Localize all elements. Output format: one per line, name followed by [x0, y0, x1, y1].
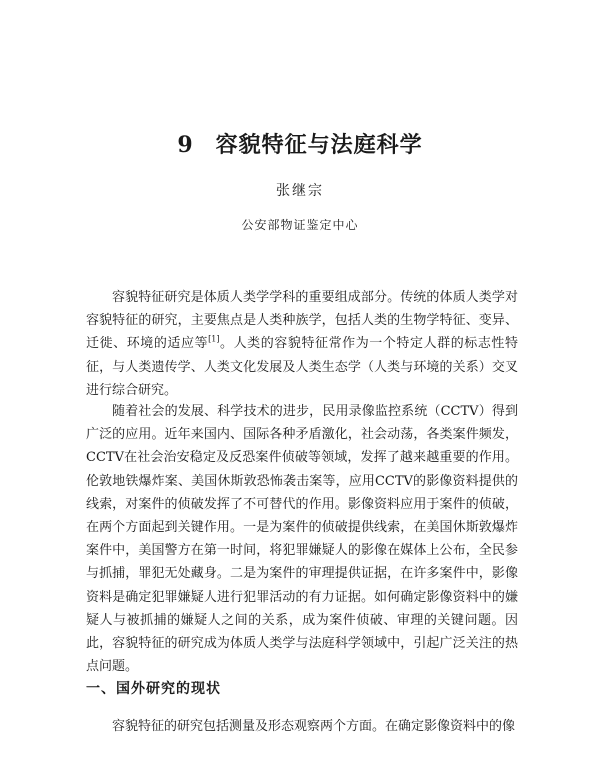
paragraph-intro-part2: 。人类的容貌特征常作为一个特定人群的标志性特征，与人类遗传学、人类文化发展及人类生态学（人类与环境的关系）交叉进行综合研究。 [86, 336, 518, 398]
section-heading: 一、国外研究的现状 [86, 681, 221, 697]
paragraph-section1: 容貌特征的研究包括测量及形态观察两个方面。在确定影像资料中的像 [112, 719, 516, 734]
chapter-number: 9 [177, 132, 194, 158]
paragraph-cctv: 随着社会的发展、科学技术的进步，民用录像监控系统（CCTV）得到广泛的应用。近年来国内、国际各种矛盾激化，社会动荡，各类案件频发，CCTV在社会治安稳定及反恐案件侦破等领域，发挥了越来越重要的作用。伦敦地铁爆炸案、美国休斯敦恐怖袭击案等，应用CCTV的影像资料提供的线索，对案件的侦破发挥了不可替代的作用。影像资料应用于案件的侦破，在两个方面起到关键作用。一是为案件的侦破提供线索，在美国休斯敦爆炸案件中，美国警方在第一时间，将犯罪嫌疑人的影像在媒体上公布，全民参与抓捕，罪犯无处藏身。二是为案件的审理提供证据，在许多案件中，影像资料是确定犯罪嫌疑人进行犯罪活动的有力证据。如何确定影像资料中的嫌疑人与被抓捕的嫌疑人之间的关系，成为案件侦破、审理的关键问题。因此，容貌特征的研究成为体质人类学与法庭科学领域中，引起广泛关注的热点问题。 [86, 404, 518, 675]
chapter-title [0, 128, 600, 159]
paragraph-intro-part1: 容貌特征研究是体质人类学学科的重要组成部分。传统的体质人类学对容貌特征的研究，主要焦点是人类种族学，包括人类的生物学特征、变异、迁徙、环境的适应等 [86, 290, 518, 352]
chapter-title-text: 容貌特征与法庭科学 [215, 132, 423, 158]
author-name: 张继宗 [276, 183, 324, 199]
paragraph-intro [86, 286, 518, 402]
author-affiliation: 公安部物证鉴定中心 [241, 218, 359, 232]
citation-ref: [1] [208, 335, 220, 345]
